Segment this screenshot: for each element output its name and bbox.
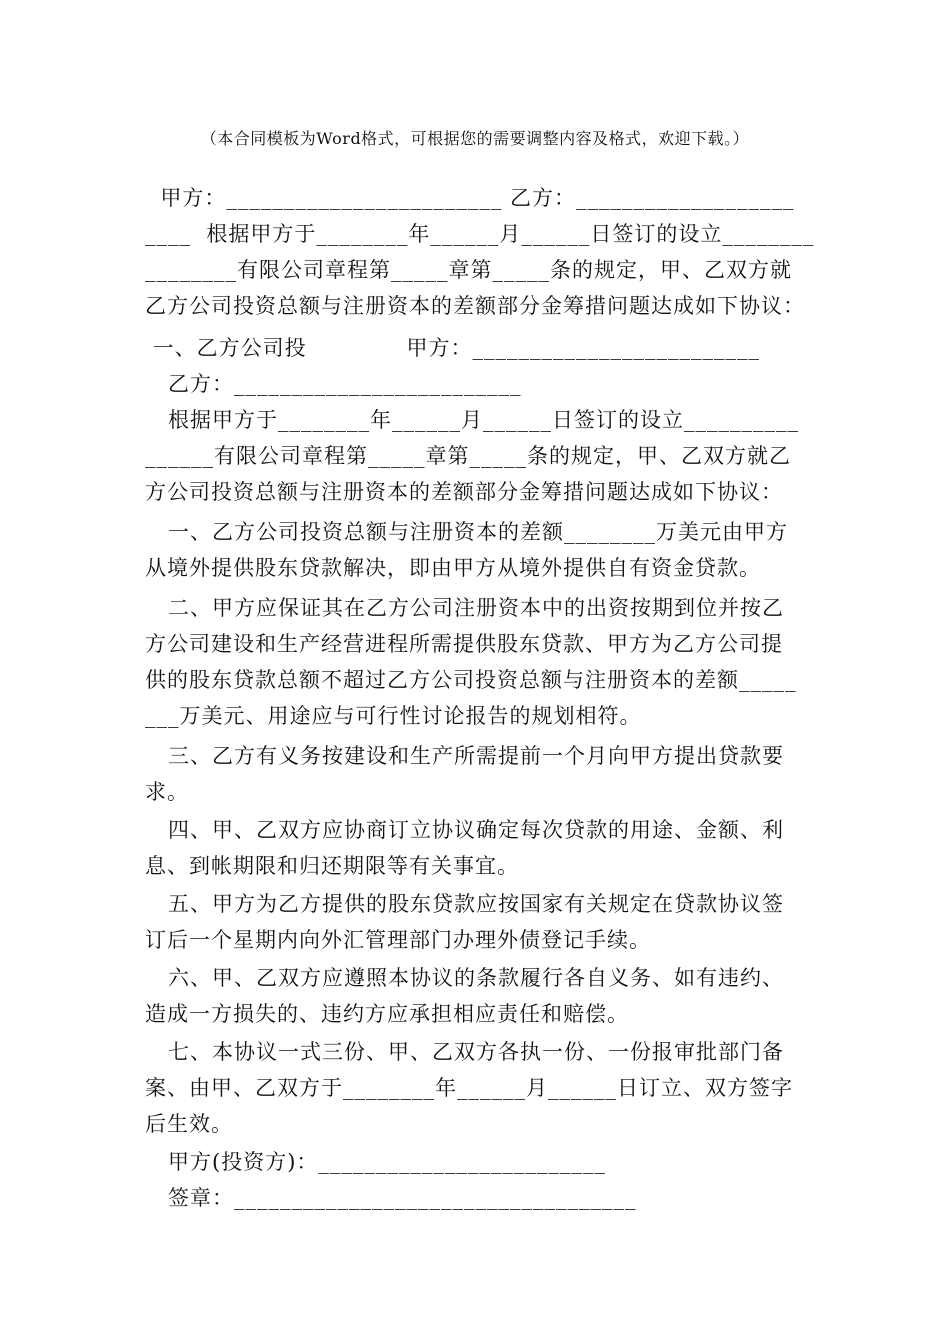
signature-seal: 签章：___________________________________ (145, 1186, 637, 1210)
party-line-1: 甲方：________________________ 乙方：___________________ (145, 186, 795, 210)
text-line: 乙方公司投资总额与注册资本的差额部分金筹措问题达成如下协议： (145, 294, 805, 318)
text-line: ________有限公司章程第_____章第_____条的规定，甲、乙双方就 (145, 258, 792, 282)
text-line: ___万美元、用途应与可行性讨论报告的规划相符。 (145, 704, 642, 728)
text-line: 从境外提供股东贷款解决，即由甲方从境外提供自有资金贷款。 (145, 556, 761, 580)
template-note: （本合同模板为Word格式，可根据您的需要调整内容及格式，欢迎下载。） (200, 129, 750, 148)
text-line: 方公司投资总额与注册资本的差额部分金筹措问题达成如下协议： (145, 480, 783, 504)
text-line: 根据甲方于________年______月______日签订的设立__________ (145, 408, 800, 432)
text-line: 后生效。 (145, 1112, 233, 1136)
text-line: ______有限公司章程第_____章第_____条的规定，甲、乙双方就乙 (145, 444, 791, 468)
clause-7: 七、本协议一式三份、甲、乙双方各执一份、一份报审批部门备 (145, 1040, 785, 1064)
text-line: 方公司建设和生产经营进程所需提供股东贷款、甲方为乙方公司提 (145, 632, 783, 656)
clause-6: 六、甲、乙双方应遵照本协议的条款履行各自义务、如有违约、 (145, 966, 785, 990)
text-line: ____ 根据甲方于________年______月______日签订的设立________ (145, 222, 815, 246)
party-line-2: 乙方：_________________________ (145, 372, 522, 396)
text-line: 订后一个星期内向外汇管理部门办理外债登记手续。 (145, 928, 651, 952)
clause-3: 三、乙方有义务按建设和生产所需提前一个月向甲方提出贷款要 (145, 744, 785, 768)
text-line: 供的股东贷款总额不超过乙方公司投资总额与注册资本的差额_____ (145, 668, 797, 692)
text-line: 一、乙方公司投 甲方：_________________________ (145, 336, 760, 360)
text-line: 息、到帐期限和归还期限等有关事宜。 (145, 854, 519, 878)
clause-5: 五、甲方为乙方提供的股东贷款应按国家有关规定在贷款协议签 (145, 892, 785, 916)
text-line: 造成一方损失的、违约方应承担相应责任和赔偿。 (145, 1002, 629, 1026)
signature-party-a: 甲方(投资方)：_________________________ (145, 1150, 606, 1174)
clause-2: 二、甲方应保证其在乙方公司注册资本中的出资按期到位并按乙 (145, 596, 785, 620)
clause-4: 四、甲、乙双方应协商订立协议确定每次贷款的用途、金额、利 (145, 818, 785, 842)
text-line: 案、由甲、乙双方于________年______月______日订立、双方签字 (145, 1076, 793, 1100)
clause-1: 一、乙方公司投资总额与注册资本的差额________万美元由甲方 (145, 520, 789, 544)
text-line: 求。 (145, 780, 189, 804)
